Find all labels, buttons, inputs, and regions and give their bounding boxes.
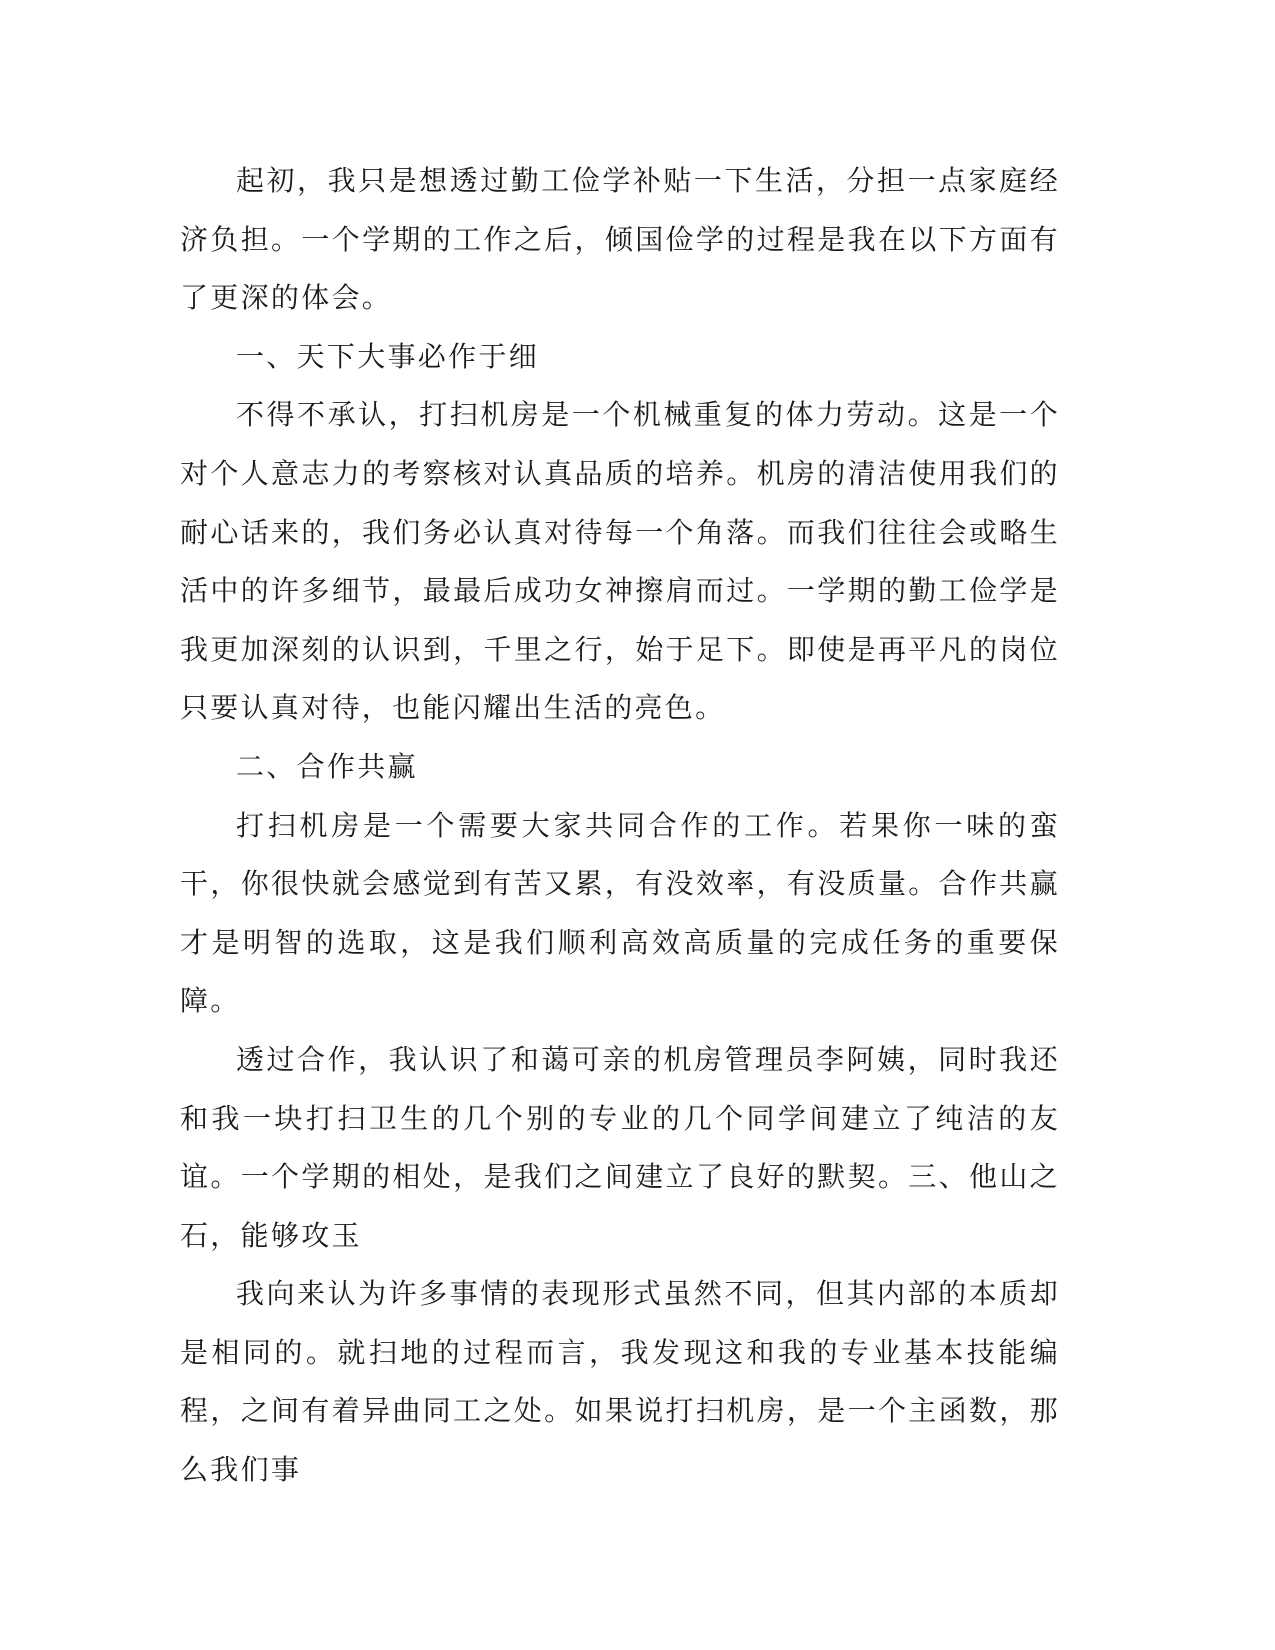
paragraph-section-1: 不得不承认，打扫机房是一个机械重复的体力劳动。这是一个对个人意志力的考察核对认真品质的培养。机房的清洁使用我们的耐心话来的，我们务必认真对待每一个角落。而我们往往会或略生活中的许多细节，最最后成功女神擦肩而过。一学期的勤工俭学是我更加深刻的认识到，千里之行，始于足下。即使是再平凡的岗位只要认真对待，也能闪耀出生活的亮色。 <box>180 398 1060 725</box>
paragraph-section-2b: 透过合作，我认识了和蔼可亲的机房管理员李阿姨，同时我还和我一块打扫卫生的几个别的专业的几个同学间建立了纯洁的友谊。一个学期的相处，是我们之间建立了良好的默契。三、他山之石，能够攻玉 <box>180 1042 1060 1252</box>
section-heading-2: 二、合作共赢 <box>236 749 418 783</box>
paragraph-intro: 起初，我只是想透过勤工俭学补贴一下生活，分担一点家庭经济负担。一个学期的工作之后，倾国俭学的过程是我在以下方面有了更深的体会。 <box>180 164 1060 315</box>
section-heading-1: 一、天下大事必作于细 <box>236 339 540 373</box>
paragraph-section-3: 我向来认为许多事情的表现形式虽然不同，但其内部的本质却是相同的。就扫地的过程而言，我发现这和我的专业基本技能编程，之间有着异曲同工之处。如果说打扫机房，是一个主函数，那么我们事 <box>180 1277 1060 1487</box>
document-page <box>180 152 1060 1500</box>
paragraph-section-2a: 打扫机房是一个需要大家共同合作的工作。若果你一味的蛮干，你很快就会感觉到有苦又累，有没效率，有没质量。合作共赢才是明智的选取，这是我们顺利高效高质量的完成任务的重要保障。 <box>180 808 1060 1018</box>
